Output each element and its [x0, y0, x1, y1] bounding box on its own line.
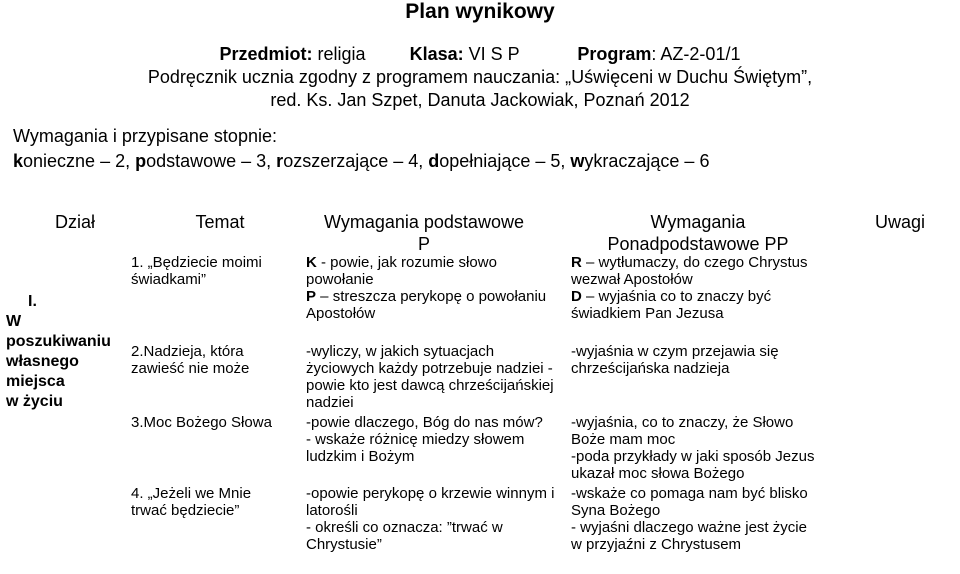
grade-r-letter: r	[276, 151, 284, 171]
req-line: Chrystusie”	[306, 536, 382, 553]
req-line: P – streszcza perykopę o powołaniu	[306, 288, 547, 305]
grade-k-text: onieczne – 2,	[23, 151, 136, 171]
header-podst-line2: P	[417, 234, 430, 254]
subject-line	[0, 43, 960, 65]
req-line: powie kto jest dawcą chrześcijańskiej	[306, 377, 554, 394]
req-line: nadziei	[306, 394, 354, 411]
table-row-4-ponad	[571, 485, 841, 553]
temat-line: 2.Nadzieja, która	[131, 343, 244, 360]
dzial-line: miejsca	[6, 373, 65, 390]
page-title: Plan wynikowy	[405, 0, 555, 23]
header-dzial: Dział	[54, 212, 95, 232]
req-line: chrześcijańska nadzieja	[571, 360, 730, 377]
req-line: powołanie	[306, 271, 374, 288]
table-row-1-podst	[306, 254, 566, 322]
dzial-line: W	[6, 313, 22, 330]
table-row-4-podst	[306, 485, 571, 553]
table-row-2-temat	[131, 343, 291, 377]
editors-line: red. Ks. Jan Szpet, Danuta Jackowiak, Poznań 2012	[270, 90, 690, 110]
req-line: - wskaże różnicę miedzy słowem	[306, 431, 525, 448]
req-line: Syna Bożego	[571, 502, 661, 519]
req-line: D – wyjaśnia co to znaczy być	[571, 288, 772, 305]
req-line: życiowych każdy potrzebuje nadziei -	[306, 360, 553, 377]
header-temat: Temat	[195, 212, 245, 232]
req-line: latorośli	[306, 502, 358, 519]
req-line: Boże mam moc	[571, 431, 676, 448]
program-label: Program	[577, 44, 652, 64]
header-uwagi: Uwagi	[874, 212, 926, 232]
req-line: -poda przykłady w jaki sposób Jezus	[571, 448, 815, 465]
grade-w-letter: w	[570, 151, 585, 171]
temat-line: zawieść nie może	[131, 360, 250, 377]
req-line: ludzkim i Bożym	[306, 448, 415, 465]
req-line: -wyliczy, w jakich sytuacjach	[306, 343, 495, 360]
dzial-line: I.	[28, 293, 37, 310]
grade-p-text: odstawowe – 3,	[146, 151, 277, 171]
requirements-grades	[13, 150, 709, 172]
grade-d-text: opełniające – 5,	[439, 151, 571, 171]
temat-line: 3.Moc Bożego Słowa	[131, 414, 272, 431]
table-row-3-temat	[131, 414, 291, 431]
dzial-line: własnego	[6, 353, 79, 370]
dzial-line: poszukiwaniu	[6, 333, 111, 350]
req-line: ukazał moc słowa Bożego	[571, 465, 745, 482]
requirements-intro: Wymagania i przypisane stopnie:	[13, 126, 277, 146]
subject-value: religia	[317, 44, 366, 64]
table-row-3-ponad	[571, 414, 841, 482]
grade-d-letter: d	[428, 151, 440, 171]
grade-w-text: ykraczające – 6	[584, 151, 710, 171]
req-line: R – wytłumaczy, do czego Chrystus	[571, 254, 808, 271]
table-row-2-podst	[306, 343, 571, 411]
header-ponad-line2: Ponadpodstawowe PP	[607, 234, 789, 254]
class-label: Klasa:	[409, 44, 464, 64]
req-line: -wyjaśnia, co to znaczy, że Słowo	[571, 414, 794, 431]
header-wymagania-ponad	[568, 211, 828, 255]
dzial-cell	[6, 292, 111, 412]
req-line: w przyjaźni z Chrystusem	[571, 536, 742, 553]
grade-k-letter: k	[13, 151, 24, 171]
header-wymagania-podstawowe	[296, 211, 552, 255]
temat-line: świadkami”	[131, 271, 207, 288]
grade-r-text: ozszerzające – 4,	[283, 151, 429, 171]
req-line: -wyjaśnia w czym przejawia się	[571, 343, 779, 360]
req-line: - wyjaśni dlaczego ważne jest życie	[571, 519, 807, 536]
temat-line: trwać będziecie”	[131, 502, 240, 519]
req-line: - określi co oznacza: ”trwać w	[306, 519, 503, 536]
subject-label: Przedmiot:	[219, 44, 313, 64]
temat-line: 1. „Będziecie moimi	[131, 254, 262, 271]
req-line: K - powie, jak rozumie słowo	[306, 254, 497, 271]
header-podst-line1: Wymagania podstawowe	[324, 212, 524, 232]
dzial-line: w życiu	[6, 393, 63, 410]
req-line: -powie dlaczego, Bóg do nas mów?	[306, 414, 543, 431]
temat-line: 4. „Jeżeli we Mnie	[131, 485, 252, 502]
req-line: Apostołów	[306, 305, 376, 322]
req-line: -wskaże co pomaga nam być blisko	[571, 485, 808, 502]
textbook-line: Podręcznik ucznia zgodny z programem nauczania: „Uświęceni w Duchu Świętym”,	[147, 67, 813, 87]
grade-p-letter: p	[135, 151, 147, 171]
program-value: : AZ-2-01/1	[651, 44, 741, 64]
header-ponad-line1: Wymagania	[650, 212, 746, 232]
req-line: wezwał Apostołów	[571, 271, 693, 288]
table-row-3-podst	[306, 414, 571, 465]
class-value: VI S P	[468, 44, 520, 64]
table-row-1-temat	[131, 254, 291, 288]
table-row-2-ponad	[571, 343, 841, 377]
table-row-1-ponad	[571, 254, 841, 322]
req-line: świadkiem Pan Jezusa	[571, 305, 724, 322]
req-line: -opowie perykopę o krzewie winnym i	[306, 485, 555, 502]
table-row-4-temat	[131, 485, 291, 519]
